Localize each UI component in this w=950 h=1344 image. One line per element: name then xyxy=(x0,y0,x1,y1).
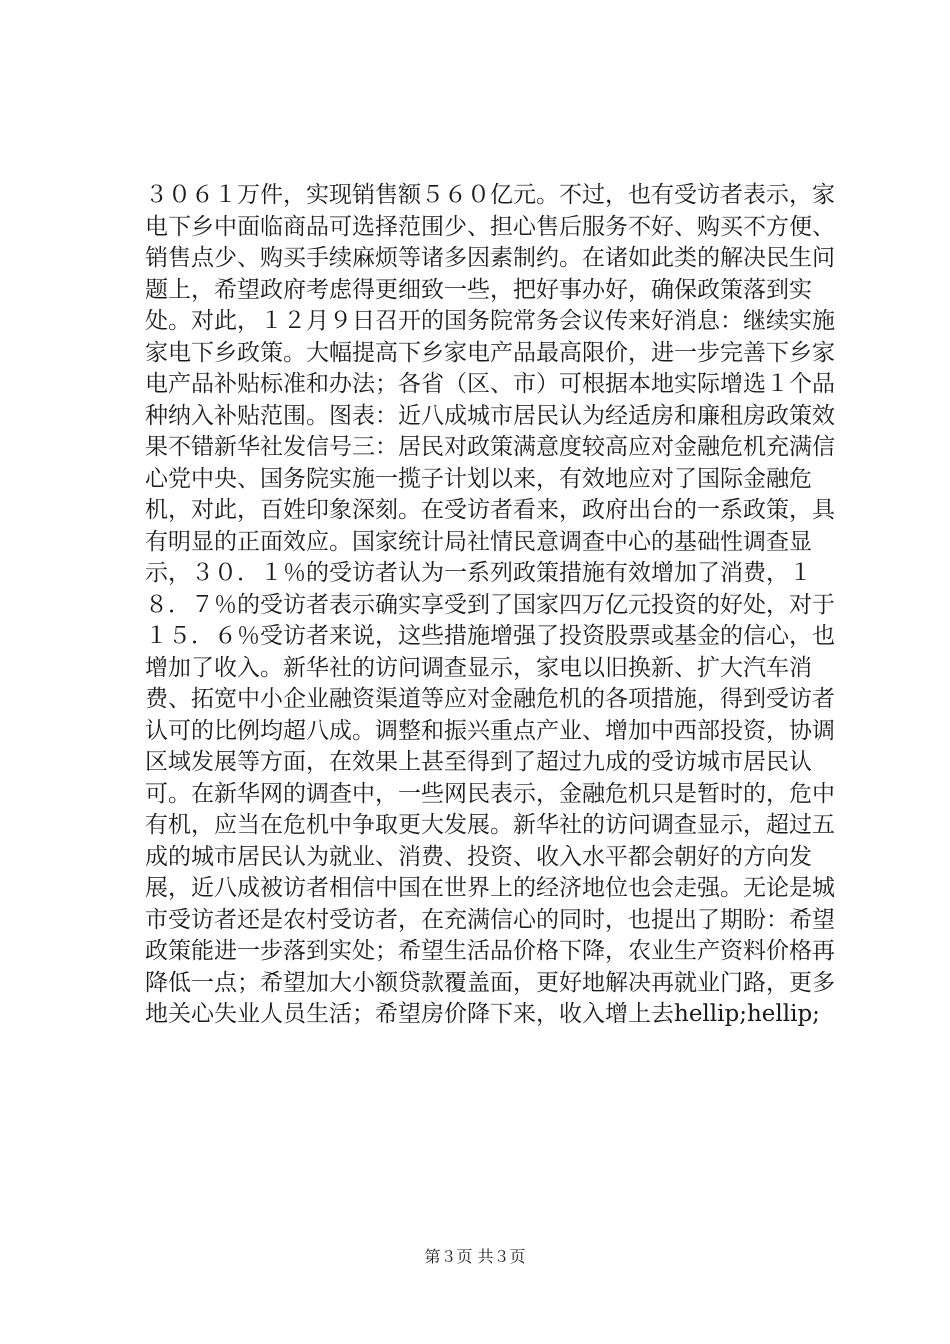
body-paragraph: ３０６１万件，实现销售额５６０亿元。不过，也有受访者表示，家电下乡中面临商品可选择范围少、担心售后服务不好、购买不方便、销售点少、购买手续麻烦等诸多因素制约。在诸如此类的解决民生问题上，希望政府考虑得更细致一些，把好事办好，确保政策落到实处。对此，１２月９日召开的国务院常务会议传来好消息：继续实施家电下乡政策。大幅提高下乡家电产品最高限价，进一步完善下乡家电产品补贴标准和办法；各省（区、市）可根据本地实际增选１个品种纳入补贴范围。图表：近八成城市居民认为经适房和廉租房政策效果不错新华社发信号三：居民对政策满意度较高应对金融危机充满信心党中央、国务院实施一揽子计划以来，有效地应对了国际金融危机，对此，百姓印象深刻。在受访者看来，政府出台的一系政策，具有明显的正面效应。国家统计局社情民意调查中心的基础性调查显示，３０．１％的受访者认为一系列政策措施有效增加了消费，１８．７％的受访者表示确实享受到了国家四万亿元投资的好处，对于１５．６％受访者来说，这些措施增强了投资股票或基金的信心，也增加了收入。新华社的访问调查显示，家电以旧换新、扩大汽车消费、拓宽中小企业融资渠道等应对金融危机的各项措施，得到受访者认可的比例均超八成。调整和振兴重点产业、增加中西部投资，协调区域发展等方面，在效果上甚至得到了超过九成的受访城市居民认可。在新华网的调查中，一些网民表示，金融危机只是暂时的，危中有机，应当在危机中争取更大发展。新华社的访问调查显示，超过五成的城市居民认为就业、消费、投资、收入水平都会朝好的方向发展，近八成被访者相信中国在世界上的经济地位也会走强。无论是城市受访者还是农村受访者，在充满信心的同时，也提出了期盼：希望政策能进一步落到实处；希望生活品价格下降，农业生产资料价格再降低一点；希望加大小额贷款覆盖面，更好地解决再就业门路，更多地关心失业人员生活；希望房价降下来，收入增上去hellip;hellip; xyxy=(145,182,835,1027)
page-footer: 第３页 共３页 xyxy=(424,1247,526,1266)
